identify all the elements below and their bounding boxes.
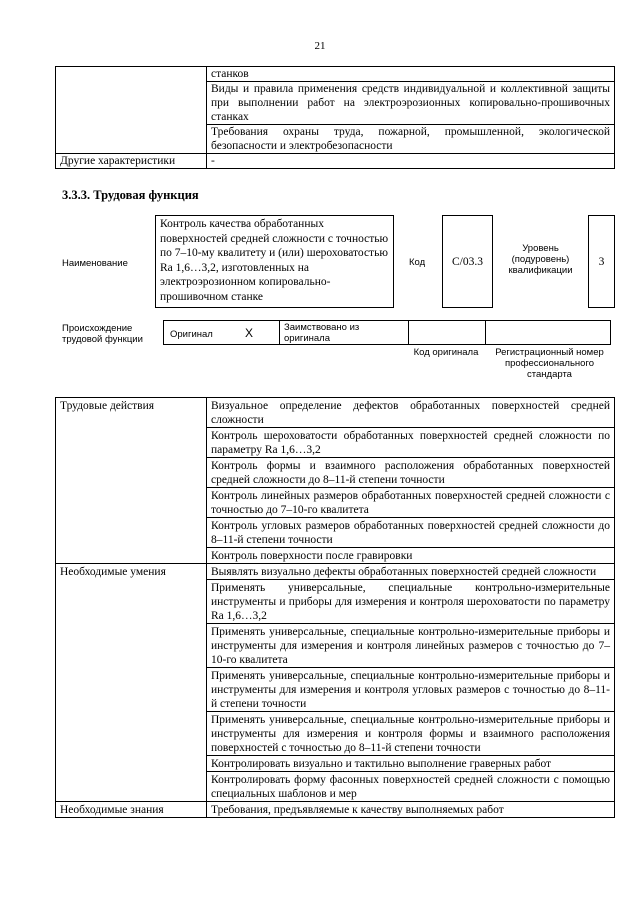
section-title: 3.3.3. Трудовая функция <box>62 188 199 202</box>
table-cell: Применять универсальные, специальные контрольно-измерительные приборы и инструменты для измерения и контроля формы и взаимного расположения поверхностей с точностью до 8–11-й степени точности <box>207 712 615 756</box>
group-label: Трудовые действия <box>56 398 207 564</box>
original-label: Оригинал <box>170 329 213 340</box>
divider <box>485 320 486 345</box>
table-cell <box>56 67 207 154</box>
code-origin-caption: Код оригинала <box>413 347 479 358</box>
table-cell: Контроль формы и взаимного расположения обработанных поверхностей средней сложности до 8–11-й степени точности <box>207 458 615 488</box>
table-cell: Требования охраны труда, пожарной, промышленной, экологической безопасности и электробезопасности <box>207 125 615 154</box>
code-value: C/03.3 <box>442 215 493 308</box>
main-table <box>55 397 615 818</box>
function-name: Контроль качества обработанных поверхностей средней сложности с точностью по 7–10-му квалитету и (или) шероховатостью Ra 1,6…3,2, изготовленных на электроэрозионном копировально-прошивочном станке <box>155 215 394 308</box>
table-cell: Контроль угловых размеров обработанных поверхностей средней сложности до 8–11-й степени точности <box>207 518 615 548</box>
table-cell: Контроль поверхности после гравировки <box>207 548 615 564</box>
top-table <box>55 66 615 169</box>
table-cell: Контролировать визуально и тактильно выполнение граверных работ <box>207 756 615 772</box>
page-number: 21 <box>314 40 326 52</box>
table-cell: Контроль линейных размеров обработанных поверхностей средней сложности с точностью до 7–10-го квалитета <box>207 488 615 518</box>
table-row <box>56 398 615 428</box>
table-row <box>56 564 615 580</box>
original-mark: X <box>245 326 254 340</box>
table-cell: станков <box>207 67 615 82</box>
table-cell: - <box>207 154 615 169</box>
divider <box>279 320 280 345</box>
table-cell: Применять универсальные, специальные контрольно-измерительные приборы и инструменты для измерения и контроля угловых размеров с точностью до 8–11-й степени точности <box>207 668 615 712</box>
group-label: Необходимые умения <box>56 564 207 802</box>
table-cell: Выявлять визуально дефекты обработанных поверхностей средней сложности <box>207 564 615 580</box>
table-row <box>56 67 615 82</box>
code-label: Код <box>409 257 426 268</box>
table-cell: Требования, предъявляемые к качеству выполняемых работ <box>207 802 615 818</box>
table-cell: Другие характеристики <box>56 154 207 169</box>
table-cell: Применять универсальные, специальные контрольно-измерительные инструменты и приборы для измерения и контроля шероховатости по параметру Ra 1,6…3,2 <box>207 580 615 624</box>
borrowed-label: Заимствовано из оригинала <box>284 322 360 344</box>
table-row <box>56 802 615 818</box>
table-cell: Применять универсальные, специальные контрольно-измерительные приборы и инструменты для измерения и контроля линейных размеров с точностью до 7–10-го квалитета <box>207 624 615 668</box>
reg-number-caption: Регистрационный номер профессионального стандарта <box>495 347 604 380</box>
origin-label: Происхождение трудовой функции <box>62 323 143 345</box>
table-cell: Контролировать форму фасонных поверхностей средней сложности с помощью специальных шаблонов и мер <box>207 772 615 802</box>
divider <box>408 320 409 345</box>
table-cell: Виды и правила применения средств индивидуальной и коллективной защиты при выполнении работ на электроэрозионных копировально-прошивочных станках <box>207 82 615 125</box>
table-row <box>56 154 615 169</box>
group-label: Необходимые знания <box>56 802 207 818</box>
level-label: Уровень (подуровень) квалификации <box>508 243 573 276</box>
name-label: Наименование <box>62 258 128 269</box>
level-value: 3 <box>588 215 615 308</box>
table-cell: Контроль шероховатости обработанных поверхностей средней сложности по параметру Ra 1,6…3,2 <box>207 428 615 458</box>
table-cell: Визуальное определение дефектов обработанных поверхностей средней сложности <box>207 398 615 428</box>
